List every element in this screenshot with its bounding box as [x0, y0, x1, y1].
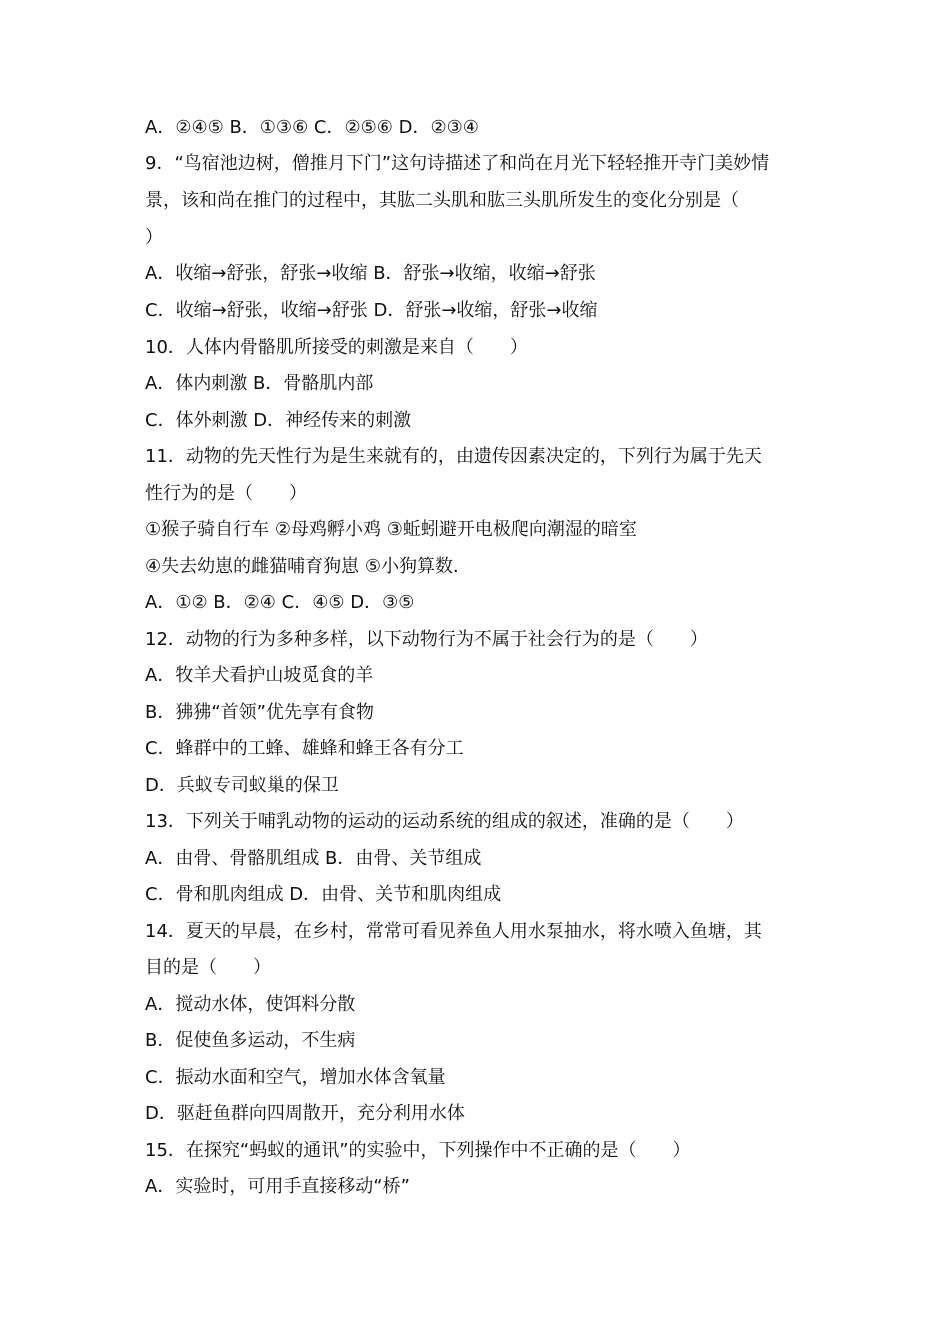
q15-option-a: A．实验时，可用手直接移动“桥” — [145, 1176, 410, 1197]
q14-option-b: B．促使鱼多运动，不生病 — [145, 1030, 356, 1051]
q12-option-a: A．牧羊犬看护山坡觅食的羊 — [145, 665, 374, 686]
q14-option-a: A．搅动水体，使饵料分散 — [145, 994, 356, 1015]
q11-stem-line2: 性行为的是（ ） — [145, 483, 307, 504]
q12-option-d: D．兵蚁专司蚁巢的保卫 — [145, 775, 339, 796]
q14-stem-line1: 14．夏天的早晨，在乡村，常常可看见养鱼人用水泵抽水，将水喷入鱼塘，其 — [145, 921, 762, 942]
q14-stem-line2: 目的是（ ） — [145, 957, 271, 978]
q13-options-ab: A．由骨、骨骼肌组成 B．由骨、关节组成 — [145, 848, 482, 869]
q11-items-line1: ①猴子骑自行车 ②母鸡孵小鸡 ③蚯蚓避开电极爬向潮湿的暗室 — [145, 519, 637, 540]
q14-option-c: C．振动水面和空气，增加水体含氧量 — [145, 1067, 446, 1088]
q9-options-ab: A．收缩→舒张，舒张→收缩 B．舒张→收缩，收缩→舒张 — [145, 263, 596, 284]
q14-option-d: D．驱赶鱼群向四周散开，充分利用水体 — [145, 1103, 465, 1124]
q9-stem-line2: 景，该和尚在推门的过程中，其肱二头肌和肱三头肌所发生的变化分别是（ — [145, 190, 739, 211]
q9-stem-line3: ） — [145, 227, 163, 248]
q8-options: A．②④⑤ B．①③⑥ C．②⑤⑥ D．②③④ — [145, 117, 479, 138]
q9-options-cd: C．收缩→舒张，收缩→舒张 D．舒张→收缩，舒张→收缩 — [145, 300, 598, 321]
q12-option-b: B．狒狒“首领”优先享有食物 — [145, 702, 374, 723]
q15-stem: 15．在探究“蚂蚁的通讯”的实验中，下列操作中不正确的是（ ） — [145, 1140, 691, 1161]
q12-option-c: C．蜂群中的工蜂、雄蜂和蜂王各有分工 — [145, 738, 464, 759]
q12-stem: 12．动物的行为多种多样，以下动物行为不属于社会行为的是（ ） — [145, 629, 708, 650]
q9-stem-line1: 9．“鸟宿池边树，僧推月下门”这句诗描述了和尚在月光下轻轻推开寺门美妙情 — [145, 153, 770, 174]
q10-options-ab: A．体内刺激 B．骨骼肌内部 — [145, 373, 374, 394]
q13-stem: 13．下列关于哺乳动物的运动的运动系统的组成的叙述，准确的是（ ） — [145, 811, 744, 832]
q11-stem-line1: 11．动物的先天性行为是生来就有的，由遗传因素决定的，下列行为属于先天 — [145, 446, 762, 467]
q10-stem: 10．人体内骨骼肌所接受的刺激是来自（ ） — [145, 337, 528, 358]
q10-options-cd: C．体外刺激 D．神经传来的刺激 — [145, 410, 412, 431]
q11-options: A．①② B．②④ C．④⑤ D．③⑤ — [145, 592, 415, 613]
q13-options-cd: C．骨和肌肉组成 D．由骨、关节和肌肉组成 — [145, 884, 502, 905]
q11-items-line2: ④失去幼崽的雌猫哺育狗崽 ⑤小狗算数． — [145, 556, 471, 577]
